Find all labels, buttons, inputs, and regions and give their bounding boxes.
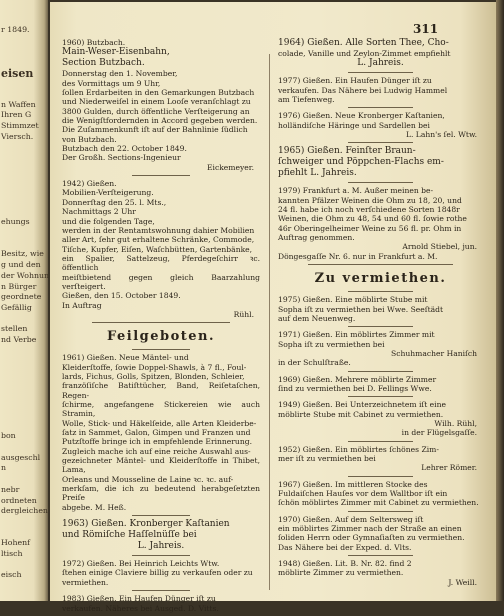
notice-line: 1952) Gießen. Ein möblirtes ſchönes Zim- [278,444,439,454]
notice-1971 [278,330,483,367]
notice-line: Section Butzbach. [62,58,145,69]
notice-line: 1970) Gießen. Auf dem Seltersweg iſt [278,514,424,524]
spine-text-line: ordneten [1,495,37,505]
notice-line: am Tiefenweg. [278,95,335,105]
notice-line: 1965) Gießen. Feinſter Braun- [278,146,416,157]
right-column [278,38,483,590]
notice-line: verkaufen. Das Nähere bei Ludwig Hammel [278,85,448,95]
notice-line: Main-Weser-Eisenbahn, [62,47,170,58]
notice-1952 [278,445,483,473]
notice-line: kannten Pfälzer Weinen die Ohm zu 18, 20, und [278,195,462,205]
notice-1977 [278,76,483,104]
notice-line: pfiehlt L. Jahreis. [278,168,357,179]
section-rule [132,349,190,350]
notice-line: Sopha iſt zu vermiethen bei Wwe. Seeſtädt [278,304,444,314]
notice-separator [348,511,413,512]
notice-line: vermiethen. [62,577,109,587]
spine-text-line: stellen [1,324,28,334]
spine-text-line: r 1849. [1,24,30,34]
spine-text-line: nebr [1,484,20,494]
spine-text-line: ausgeschl [1,452,41,462]
notice-line: J. Weill. [448,577,477,587]
column-divider [269,54,270,590]
section-heading-vermiethen: Zu vermiethen. [314,271,447,287]
notice-1975 [278,295,483,323]
page-edge-shadow [496,0,504,601]
notice-line: merkſam, die ich zu bedeutend herabgeſetzten Preiſe [62,484,260,503]
notice-line: aller Art, ſehr gut erhaltene Schränke, Commode, [62,235,255,245]
notice-line: möblirte Stube mit Cabinet zu vermiethen. [278,409,444,419]
notice-1983 [62,594,260,613]
notice-1960 [62,38,260,172]
notice-1961 [62,353,260,512]
notice-line: 1979) Frankfurt a. M. Außer meinen be- [278,186,434,196]
notice-line: colade, Vanille und Zeylon-Zimmet empfiehlt [278,49,451,58]
notice-line: 1963) Gießen. Kronberger Kaſtanien [62,519,230,530]
notice-line: in der Flügelsgaſſe. [401,428,477,438]
left-column [62,38,260,616]
notice-1948 [278,559,483,587]
notice-line: ſatz in Sammet, Galon, Gimpen und Franzen und [62,428,251,438]
notice-line: Das Nähere bei der Exped. d. Vlts. [278,542,412,552]
newspaper-page [50,2,496,613]
notice-line: Auftrag genommen. [278,233,355,243]
notice-line: 24 fl. habe ich noch verſchiedene Sorten 1848r [278,205,460,215]
notice-separator [348,396,413,397]
notice-1965 [278,146,483,179]
notice-line: gezeichneter Mäntel- und Kleiderſtoffe in Thibet, Lama, [62,456,260,475]
spine-text-line: eisen [1,66,34,80]
notice-line: ein möblirtes Zimmer nach der Straße an einen [278,524,462,534]
spine-text-line: dergleichen [1,506,48,516]
notice-line: Zugleich mache ich auf eine reiche Auswahl aus- [62,446,251,456]
notice-1949 [278,400,483,437]
notice-line: holländiſche Häringe und Sardellen bei [278,120,430,130]
notice-line: L. Jahreis. [137,541,185,552]
notice-line: 46r Oberingelheimer Weine zu 56 fl. pr. Ohm in [278,223,462,233]
spine-text-line: ehungs [1,217,30,227]
notice-line: 3800 Gulden, durch öffentliche Verſteigerung an [62,106,250,116]
notice-separator [132,590,190,591]
notice-line: L. Lahn's ſel. Wtw. [405,130,477,140]
section-heading-feilgeboten: Feilgeboten. [106,329,216,345]
notice-line: ſchweiger und Pöppchen-Flachs em- [278,157,444,168]
spine-text-line: nd Verbe [1,335,37,344]
notice-1970 [278,515,483,552]
notice-line: Nachmittags 2 Uhr [62,207,136,217]
spine-text-line: eisch [1,570,22,580]
spine-text-line: Ihren G [1,110,32,120]
spine-text-line: ltisch [1,549,23,558]
notice-1979 [278,186,483,261]
notice-line: möblirte Zimmer zu vermiethen. [278,568,404,578]
notice-line: 1961) Gießen. Neue Mäntel- und [62,353,189,363]
notice-1967 [278,480,483,508]
notice-line: die Wenigſtfordernden in Accord gegeben werden. [62,116,258,126]
notice-separator [132,175,190,176]
book-spine-previous-page [0,0,48,601]
notice-line: abgebe. M. Heß. [62,502,127,512]
notice-line: Die Zuſammenkunft iſt auf der Bahnlinie ſüdlich [62,125,248,135]
notice-line: 1948) Gießen. Lit. B. Nr. 82. find 2 [278,559,412,569]
notice-separator [348,182,413,183]
spine-text-line: Hohenf [1,538,31,548]
notice-1972 [62,559,260,587]
notice-line: und Niederweiſel in einem Looſe veranſchlagt zu [62,97,251,107]
notice-line: 1975) Gießen. Eine möblirte Stube mit [278,295,428,305]
notice-line: In Auftrag [62,300,102,310]
notice-line: Lehrer Römer. [421,463,477,473]
notice-line: Der Großh. Sections-Ingenieur [62,153,181,163]
notice-line: Arnold Stiebel, jun. [402,242,477,252]
notice-line: Wilh. Rühl, [434,418,477,428]
notice-separator [132,515,190,516]
notice-line: Tiſche, Kupfer, Eiſen, Waſchbütten, Gartenbänke, [62,244,253,254]
spine-text-line: Gefällig [1,302,32,312]
notice-line: Eickemeyer. [206,162,254,172]
notice-line: 1964) Gießen. Alle Sorten Thee, Cho- [278,38,449,48]
notice-1963 [62,519,260,552]
notice-line: auf dem Neuenweg. [278,313,356,323]
notice-line: 1983) Gießen. Ein Haufen Dünger iſt zu [62,594,216,604]
notice-line: des Vormittags um 9 Uhr, [62,78,161,88]
notice-line: Donnerſtag den 25. l. Mts., [62,197,167,207]
notice-line: 1969) Gießen. Mehrere möblirte Zimmer [278,374,437,384]
notice-separator [348,142,413,143]
section-rule [348,291,413,292]
notice-line: 1976) Gießen. Neue Kronberger Kaſtanien, [278,111,445,121]
spine-text-line: geordnete [1,292,42,302]
notice-line: Sopha iſt zu vermiethen bei [278,339,385,349]
spine-text-line: n Waffen [1,99,36,109]
notice-1976 [278,111,483,139]
notice-line: 1949) Gießen. Bei Unterzeichnetem iſt eine [278,400,446,410]
notice-line: von Butzbach. [62,134,117,144]
notice-line: ein Spalier, Sattelzeug, Pferdegeſchirr ꝛc. öffentlich [62,253,260,273]
notice-line: 1977) Gießen. Ein Haufen Dünger iſt zu [278,76,432,86]
notice-line: L. Jahreis. [357,58,404,69]
notice-line: ſollen Erdarbeiten in den Gemarkungen Butzbach [62,88,255,98]
notice-line: Weinen, die Ohm zu 48, 54 und 60 fl. ſowie rothe [278,214,467,224]
notice-line: meiſtbietend gegen gleich Baarzahlung verſteigert. [62,272,260,291]
notice-line: 1972) Gießen. Bei Heinrich Leichts Wtw. [62,559,220,569]
notice-line: 1960) Butzbach. [62,38,126,47]
notice-line: Kleiderſtoffe, ſowie Doppel-Shawls, à 7 fl., Foul- [62,362,247,372]
notice-line: werden in der Rentamtswohnung dahier Mobilien [62,225,255,235]
notice-separator [348,371,413,372]
notice-line: Gießen, den 15. October 1849. [62,291,181,301]
spine-text-line: n Bürger [1,281,37,291]
notice-separator [348,107,413,108]
page-number: 311 [413,22,439,36]
notice-line: Döngesgaſſe Nr. 6. nur in Frankfurt a. M. [278,251,438,261]
spine-text-line: Besitz, wie [1,249,44,259]
notice-1964 [278,38,483,69]
notice-line: mer iſt zu vermiethen bei [278,453,376,463]
notice-separator [348,555,413,556]
notice-line: Orleans und Mousseline de Laine ꝛc. ꝛc. auf- [62,474,234,484]
notice-separator [348,326,413,327]
notice-1969 [278,375,483,394]
notice-line: Wolle, Stick- und Häkelſeide, alle Arten Kleiderbe- [62,418,257,428]
notice-separator [348,476,413,477]
notice-line: verkaufen. Näheres bei Ausged. D. Vitts. [62,603,219,613]
spine-text-line: Stimmzet [1,121,39,130]
notice-line: 1971) Gießen. Ein möblirtes Zimmer mit [278,330,435,340]
notice-separator [348,441,413,442]
notice-line: und Römiſche Haſſelnüſſe bei [62,530,197,541]
notice-line: Mobilien-Verſteigerung. [62,188,154,198]
notice-line: ſoliden Herrn oder Gymnaſiaſten zu vermiethen. [278,533,465,543]
notice-line: 1967) Gießen. Im mittleren Stocke des [278,479,428,489]
spine-text-line: g und den [1,260,41,270]
notice-line: ſchirme, angefangene Stickereien wie auch Stramin, [62,400,260,419]
spine-text-line: der Wohnun [1,270,50,280]
section-rule [308,264,453,265]
notice-line: Donnerstag den 1. November, [62,69,178,79]
notice-line: ſchön möblirtes Zimmer mit Cabinet zu vermiethen. [278,498,479,508]
notice-line: Putzſtoffe bringe ich in empfehlende Erinnerung. [62,437,252,447]
notice-line: Butzbach den 22. October 1849. [62,144,187,154]
spine-text-line: Viersch. [1,131,34,141]
notice-line: in der Schulſtraße. [278,358,351,368]
notice-separator [348,72,413,73]
notice-line: Fuldaiſchen Hauſes vor dem Walltbor iſt ein [278,489,448,498]
section-rule [92,322,230,323]
notice-line: Schuhmacher Haniſch [391,348,477,358]
notice-line: lards, Fichus, Golls, Spitzen, Blonden, Schleier, [62,371,245,381]
spine-text-line: bon [1,431,16,441]
notice-1942 [62,179,260,319]
spine-text-line: n [1,463,7,473]
notice-line: und die folgenden Tage, [62,216,155,226]
notice-separator [132,555,190,556]
notice-line: franzöſiſche Batiſttücher, Band, Reiſetaſchen, Regen- [62,381,260,400]
notice-line: Rühl. [233,309,254,319]
notice-line: ſtehen einige Claviere billig zu verkaufen oder zu [62,568,253,578]
notice-line: ſind zu vermiethen bei D. Fellings Wwe. [278,383,432,393]
notice-line: 1942) Gießen. [62,179,117,189]
